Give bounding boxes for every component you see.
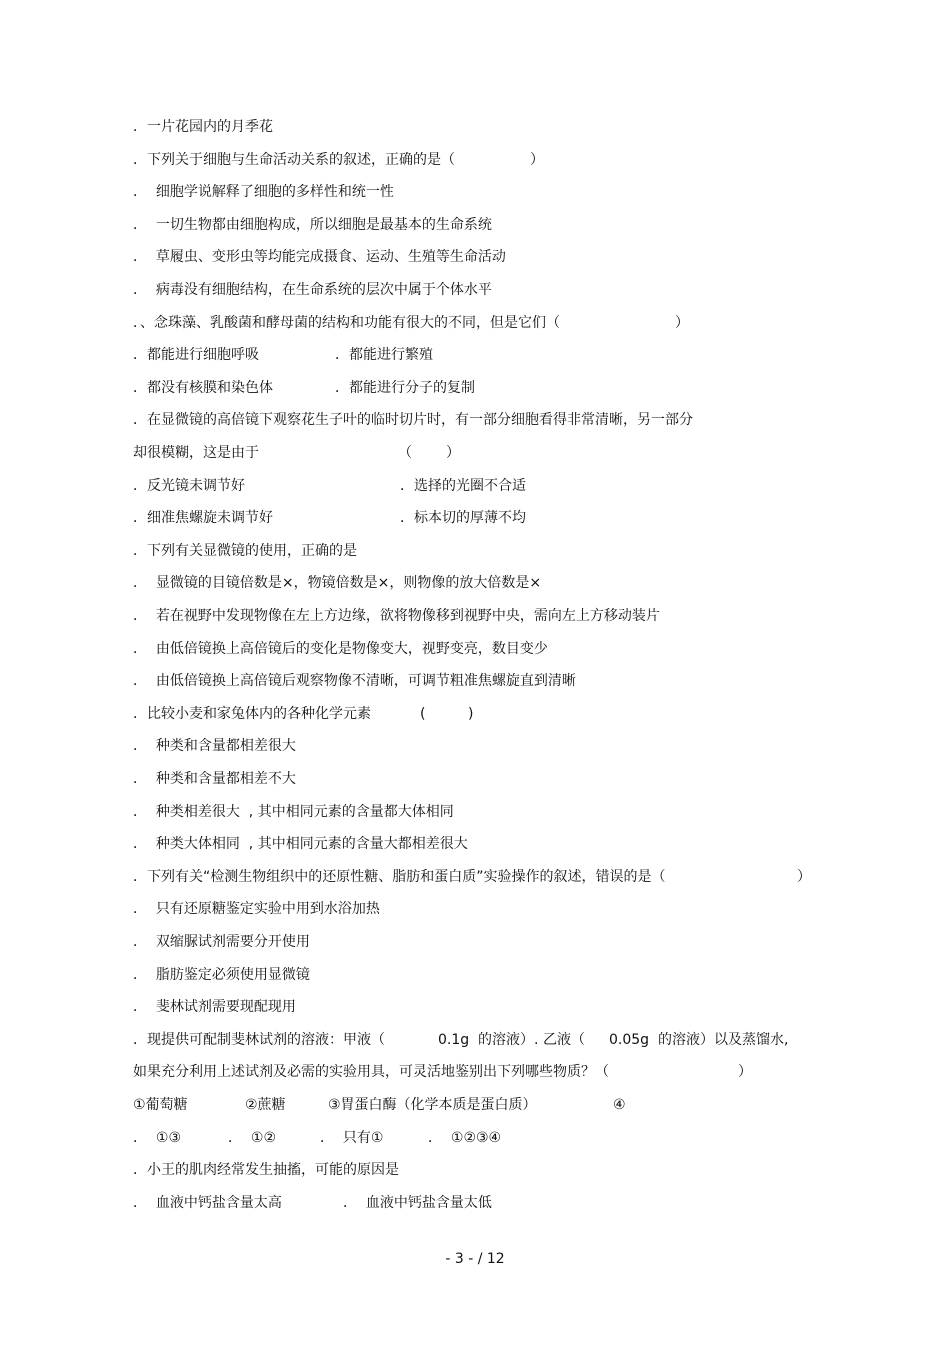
text-segment: ． ①②: [228, 1130, 277, 1146]
text-line: [0, 281, 950, 299]
text-segment: ． 血液中钙盐含量太高: [133, 1195, 282, 1211]
text-segment: ． 血液中钙盐含量太低: [343, 1195, 492, 1211]
text-line: [0, 444, 950, 462]
text-line: [0, 477, 950, 495]
text-segment: ．下列有关“检测生物组织中的还原性糖、脂肪和蛋白质”实验操作的叙述，错误的是（: [133, 869, 666, 885]
text-segment: (: [420, 706, 426, 722]
text-line: [0, 1129, 950, 1147]
text-segment: ． 种类和含量都相差不大: [133, 771, 296, 787]
text-segment: 0.1g 的溶液）. 乙液（: [438, 1032, 585, 1048]
text-line: [0, 640, 950, 658]
text-line: [0, 737, 950, 755]
page-number: - 3 - / 12: [445, 1251, 505, 1267]
text-line: [0, 933, 950, 951]
text-segment: ）: [446, 445, 460, 461]
text-segment: ． 种类大体相同 , 其中相同元素的含量大都相差很大: [133, 836, 468, 852]
text-line: [0, 835, 950, 853]
text-segment: ． 一切生物都由细胞构成，所以细胞是最基本的生命系统: [133, 217, 492, 233]
text-segment: ． 草履虫、变形虫等均能完成摄食、运动、生殖等生命活动: [133, 249, 506, 265]
text-segment: ． 显微镜的目镜倍数是×，物镜倍数是×，则物像的放大倍数是×: [133, 575, 542, 591]
text-segment: ． ①③: [133, 1130, 182, 1146]
text-segment: ）: [675, 315, 689, 331]
text-line: [0, 542, 950, 560]
text-line: [0, 1161, 950, 1179]
text-segment: ．下列有关显微镜的使用，正确的是: [133, 543, 357, 559]
text-line: [0, 379, 950, 397]
text-segment: ．标本切的厚薄不均: [400, 510, 526, 526]
text-segment: ． 种类和含量都相差很大: [133, 738, 296, 754]
text-segment: ④: [613, 1097, 626, 1113]
text-line: [0, 803, 950, 821]
text-segment: ②蔗糖: [245, 1097, 286, 1113]
text-segment: ．都能进行繁殖: [335, 347, 433, 363]
text-segment: ．一片花园内的月季花: [133, 119, 273, 135]
text-line: [0, 574, 950, 592]
text-segment: ③胃蛋白酶（化学本质是蛋白质）: [328, 1097, 537, 1113]
text-segment: ): [468, 706, 474, 722]
text-line: [0, 1031, 950, 1049]
text-segment: 0.05g 的溶液）以及蒸馏水,: [609, 1032, 789, 1048]
text-segment: ． 病毒没有细胞结构，在生命系统的层次中属于个体水平: [133, 282, 492, 298]
text-segment: ． 由低倍镜换上高倍镜后的变化是物像变大，视野变亮，数目变少: [133, 641, 548, 657]
text-line: [0, 509, 950, 527]
text-segment: ． 脂肪鉴定必须使用显微镜: [133, 967, 310, 983]
text-segment: ）: [797, 869, 811, 885]
text-segment: ．比较小麦和家兔体内的各种化学元素: [133, 706, 371, 722]
text-segment: ．反光镜未调节好: [133, 478, 245, 494]
text-segment: ．都没有核膜和染色体: [133, 380, 273, 396]
text-segment: ． 只有还原糖鉴定实验中用到水浴加热: [133, 901, 380, 917]
text-segment: ． 若在视野中发现物像在左上方边缘，欲将物像移到视野中央，需向左上方移动装片: [133, 608, 660, 624]
text-line: [0, 1063, 950, 1081]
text-segment: 却很模糊，这是由于: [133, 445, 259, 461]
text-segment: ． 只有①: [320, 1130, 384, 1146]
text-segment: ．选择的光圈不合适: [400, 478, 526, 494]
text-segment: ．细准焦螺旋未调节好: [133, 510, 273, 526]
text-segment: ． 由低倍镜换上高倍镜后观察物像不清晰，可调节粗准焦螺旋直到清晰: [133, 673, 576, 689]
text-line: [0, 183, 950, 201]
text-segment: ．、念珠藻、乳酸菌和酵母菌的结构和功能有很大的不同，但是它们（: [133, 315, 560, 331]
text-line: [0, 900, 950, 918]
text-segment: （: [398, 445, 412, 461]
text-segment: ． ①②③④: [428, 1130, 502, 1146]
text-line: [0, 248, 950, 266]
text-segment: ． 细胞学说解释了细胞的多样性和统一性: [133, 184, 394, 200]
text-line: [0, 868, 950, 886]
text-segment: ．都能进行细胞呼吸: [133, 347, 259, 363]
text-line: [0, 346, 950, 364]
text-line: [0, 118, 950, 136]
text-segment: ． 双缩脲试剂需要分开使用: [133, 934, 310, 950]
text-line: [0, 705, 950, 723]
text-segment: ． 斐林试剂需要现配现用: [133, 999, 296, 1015]
text-segment: ． 种类相差很大 , 其中相同元素的含量都大体相同: [133, 804, 454, 820]
text-line: [0, 314, 950, 332]
text-line: [0, 672, 950, 690]
text-line: [0, 216, 950, 234]
text-segment: ．小王的肌肉经常发生抽搐，可能的原因是: [133, 1162, 399, 1178]
text-segment: ）: [738, 1064, 752, 1080]
text-line: [0, 1194, 950, 1212]
text-segment: ．都能进行分子的复制: [335, 380, 475, 396]
text-segment: ）: [530, 152, 544, 168]
text-segment: 如果充分利用上述试剂及必需的实验用具，可灵活地鉴别出下列哪些物质？（: [133, 1064, 609, 1080]
text-line: [0, 411, 950, 429]
text-segment: ．在显微镜的高倍镜下观察花生子叶的临时切片时，有一部分细胞看得非常清晰，另一部分: [133, 412, 693, 428]
text-line: [0, 607, 950, 625]
text-segment: ．现提供可配制斐林试剂的溶液：甲液（: [133, 1032, 385, 1048]
text-line: [0, 770, 950, 788]
text-line: [0, 1096, 950, 1114]
text-segment: ①葡萄糖: [133, 1097, 188, 1113]
text-line: [0, 998, 950, 1016]
text-line: [0, 151, 950, 169]
text-segment: ．下列关于细胞与生命活动关系的叙述，正确的是（: [133, 152, 455, 168]
text-line: [0, 966, 950, 984]
